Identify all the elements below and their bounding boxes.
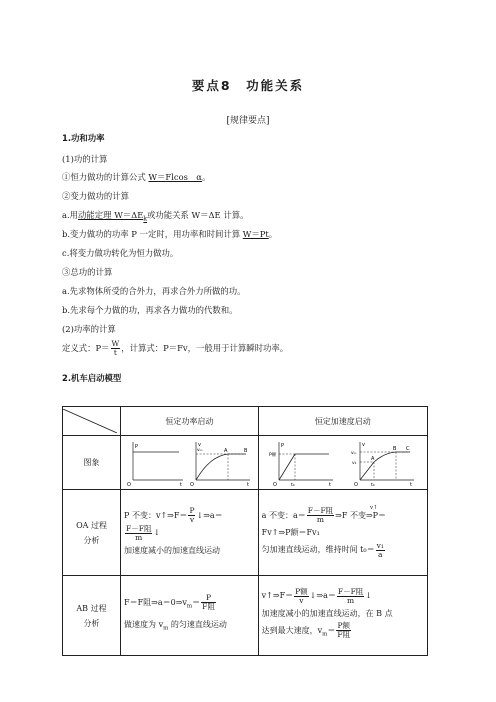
axis-label-p: P xyxy=(281,442,285,449)
numerator: P xyxy=(201,594,216,603)
text: ↓⇒a＝ xyxy=(309,591,336,601)
total-work-a: a.先求物体所受的合外力，再求合外力所做的功。 xyxy=(62,286,246,296)
work-calc-heading: (1)功的计算 xyxy=(62,154,108,164)
ab-ca-line3 xyxy=(262,622,424,644)
heading-vehicle-start: 2.机车启动模型 xyxy=(62,373,122,383)
row-label-graph: 图象 xyxy=(63,436,121,490)
numerator: P额 xyxy=(337,621,351,631)
page-title: 要点8 功能关系 xyxy=(191,78,305,93)
heading-work-power: 1.功和功率 xyxy=(62,133,105,143)
vehicle-start-table xyxy=(62,406,428,656)
v-t-graph-constant-power xyxy=(190,440,252,486)
diagonal-line xyxy=(63,409,117,433)
row-label-ab xyxy=(63,576,121,656)
power-definition xyxy=(62,340,288,357)
ab-ca-line1 xyxy=(262,587,424,605)
arrow-label: v↑ xyxy=(369,504,378,511)
total-work-heading: ③总功的计算 xyxy=(62,267,113,277)
text: ，计算式：P＝Fv，一般用于计算瞬时功率。 xyxy=(121,343,289,353)
kinetic-theorem: 动能定理 xyxy=(78,210,112,220)
ab-constant-acceleration xyxy=(258,576,427,656)
label-v1: v₁ xyxy=(352,460,357,466)
point-b: B xyxy=(243,447,248,454)
text: AB 过程 xyxy=(76,603,107,613)
variable-force-heading: ②变力做功的计算 xyxy=(62,191,129,201)
point-a: A xyxy=(223,447,228,454)
numerator: F－F阻 xyxy=(337,586,364,596)
label-vm: vₘ xyxy=(196,447,203,453)
fraction xyxy=(337,588,364,605)
row-label-oa xyxy=(63,490,121,576)
text: P 不变：v↑⇒F＝ xyxy=(124,510,188,520)
power-time-formula: W＝Pt xyxy=(242,229,269,239)
text: W＝ΔE xyxy=(111,210,144,220)
variable-force-c: c.将变力做功转化为恒力做功。 xyxy=(62,248,179,258)
oa-constant-acceleration xyxy=(258,490,427,576)
text: v↑⇒F＝ xyxy=(261,591,294,601)
label-t0: t₀ xyxy=(371,482,375,486)
p-t-graph-constant-acceleration xyxy=(269,440,335,486)
header-constant-power: 恒定功率启动 xyxy=(121,407,259,436)
text: k xyxy=(143,215,147,223)
oa-ca-line3 xyxy=(262,541,424,559)
origin-label: O xyxy=(189,481,194,486)
axis-label-t: t xyxy=(410,481,413,486)
text: 匀加速直线运动，维持时间 t₀＝ xyxy=(261,545,375,554)
point-a: A xyxy=(371,455,375,462)
denominator: m xyxy=(347,595,355,605)
fraction xyxy=(188,507,195,524)
text: ⇒P＝ xyxy=(365,510,387,520)
arrow-annotation xyxy=(365,504,387,524)
ab-constant-power xyxy=(121,576,259,656)
denominator: a xyxy=(377,549,383,559)
oa-cp-line1 xyxy=(124,507,255,525)
numerator: v₁ xyxy=(376,540,384,550)
fraction xyxy=(294,588,309,605)
v-t-graph-constant-acceleration xyxy=(350,440,416,486)
text: F＝F阻⇒a＝0⇒v xyxy=(124,597,187,607)
total-work-b: b.先求每个力做的功，再求各力做功的代数和。 xyxy=(62,305,238,315)
text: ↓ xyxy=(365,591,372,601)
axis-label-t: t xyxy=(179,481,182,486)
oa-cp-line2 xyxy=(124,524,255,542)
denominator: v xyxy=(299,595,304,605)
text: b.变力做功的功率 P 一定时，用功率和时间计算 xyxy=(62,229,243,239)
fraction xyxy=(111,340,121,357)
oa-ca-line1 xyxy=(261,504,424,525)
text: 分析 xyxy=(83,618,100,628)
text: ＝ xyxy=(327,625,336,635)
text: 。 xyxy=(201,172,211,182)
ab-cp-line2 xyxy=(124,616,255,638)
origin-label: O xyxy=(354,481,359,486)
text: 的匀速直线运动 xyxy=(168,619,227,629)
text: m xyxy=(186,603,193,610)
text: ↓ xyxy=(153,528,161,537)
p-t-graph-constant-power xyxy=(127,440,185,486)
denominator: t xyxy=(113,348,117,357)
fraction xyxy=(125,525,152,542)
denominator: F阻 xyxy=(337,630,351,640)
text: ⇒F 不变 xyxy=(335,510,366,520)
fraction xyxy=(307,507,334,524)
header-constant-acceleration: 恒定加速度启动 xyxy=(258,407,427,436)
axis-label-t: t xyxy=(329,481,332,486)
text: 或功能关系 W＝ΔE 计算。 xyxy=(146,210,249,220)
oa-constant-power xyxy=(121,490,259,576)
denominator: v xyxy=(189,515,195,524)
power-calc-heading: (2)功率的计算 xyxy=(62,324,116,334)
numerator: P xyxy=(189,506,195,515)
axis-label-v: v xyxy=(362,441,366,448)
fraction xyxy=(201,594,216,611)
axis-label-p: P xyxy=(134,443,138,450)
constant-force-work xyxy=(62,172,210,183)
ab-ca-line2: 加速度减小的加速直线运动，在 B 点 xyxy=(261,608,393,618)
numerator: W xyxy=(111,339,120,348)
oa-cp-line3: 加速度减小的加速直线运动 xyxy=(124,545,221,555)
numerator: P额 xyxy=(295,586,308,596)
numerator: F－F阻 xyxy=(307,506,334,515)
ab-cp-line1 xyxy=(124,594,255,616)
text: ＝ xyxy=(192,597,201,607)
denominator: F阻 xyxy=(202,602,215,612)
oa-ca-line2: Fv↑⇒P额＝Fv₁ xyxy=(261,528,320,537)
denominator: m xyxy=(316,515,324,524)
text: ↓⇒a＝ xyxy=(196,510,223,520)
text: 定义式：P＝ xyxy=(62,343,110,353)
text: 。 xyxy=(268,229,278,239)
label-t0: t₀ xyxy=(291,482,295,486)
origin-label: O xyxy=(273,481,278,486)
axis-label-t: t xyxy=(246,481,249,486)
label-vm: vₘ xyxy=(351,450,357,456)
text: 分析 xyxy=(83,535,100,545)
text: ①恒力做功的计算公式 xyxy=(62,172,149,182)
axis-label-v: v xyxy=(197,441,201,448)
text: 做速度为 v xyxy=(124,619,164,629)
point-b: B xyxy=(393,445,397,452)
origin-label: O xyxy=(126,481,131,486)
header-diagonal-cell xyxy=(63,407,121,436)
text: m xyxy=(163,625,169,632)
variable-force-b xyxy=(62,229,277,240)
fraction xyxy=(336,622,351,639)
fraction xyxy=(376,542,385,559)
variable-force-a xyxy=(62,210,248,225)
text: OA 过程 xyxy=(76,520,107,530)
text: a 不变：a＝ xyxy=(261,510,306,520)
graphs-constant-acceleration xyxy=(258,436,427,490)
label-p-rated: P额 xyxy=(269,452,277,458)
denominator: m xyxy=(135,532,143,542)
work-formula: W＝Flcos α xyxy=(148,172,202,182)
text: m xyxy=(322,631,328,638)
text: a.用 xyxy=(62,210,79,220)
graphs-constant-power xyxy=(121,436,259,490)
numerator: F－F阻 xyxy=(126,523,152,533)
text: 达到最大速度，v xyxy=(261,625,323,635)
section-subtitle: [规律要点] xyxy=(226,116,270,126)
point-c: C xyxy=(406,445,410,452)
